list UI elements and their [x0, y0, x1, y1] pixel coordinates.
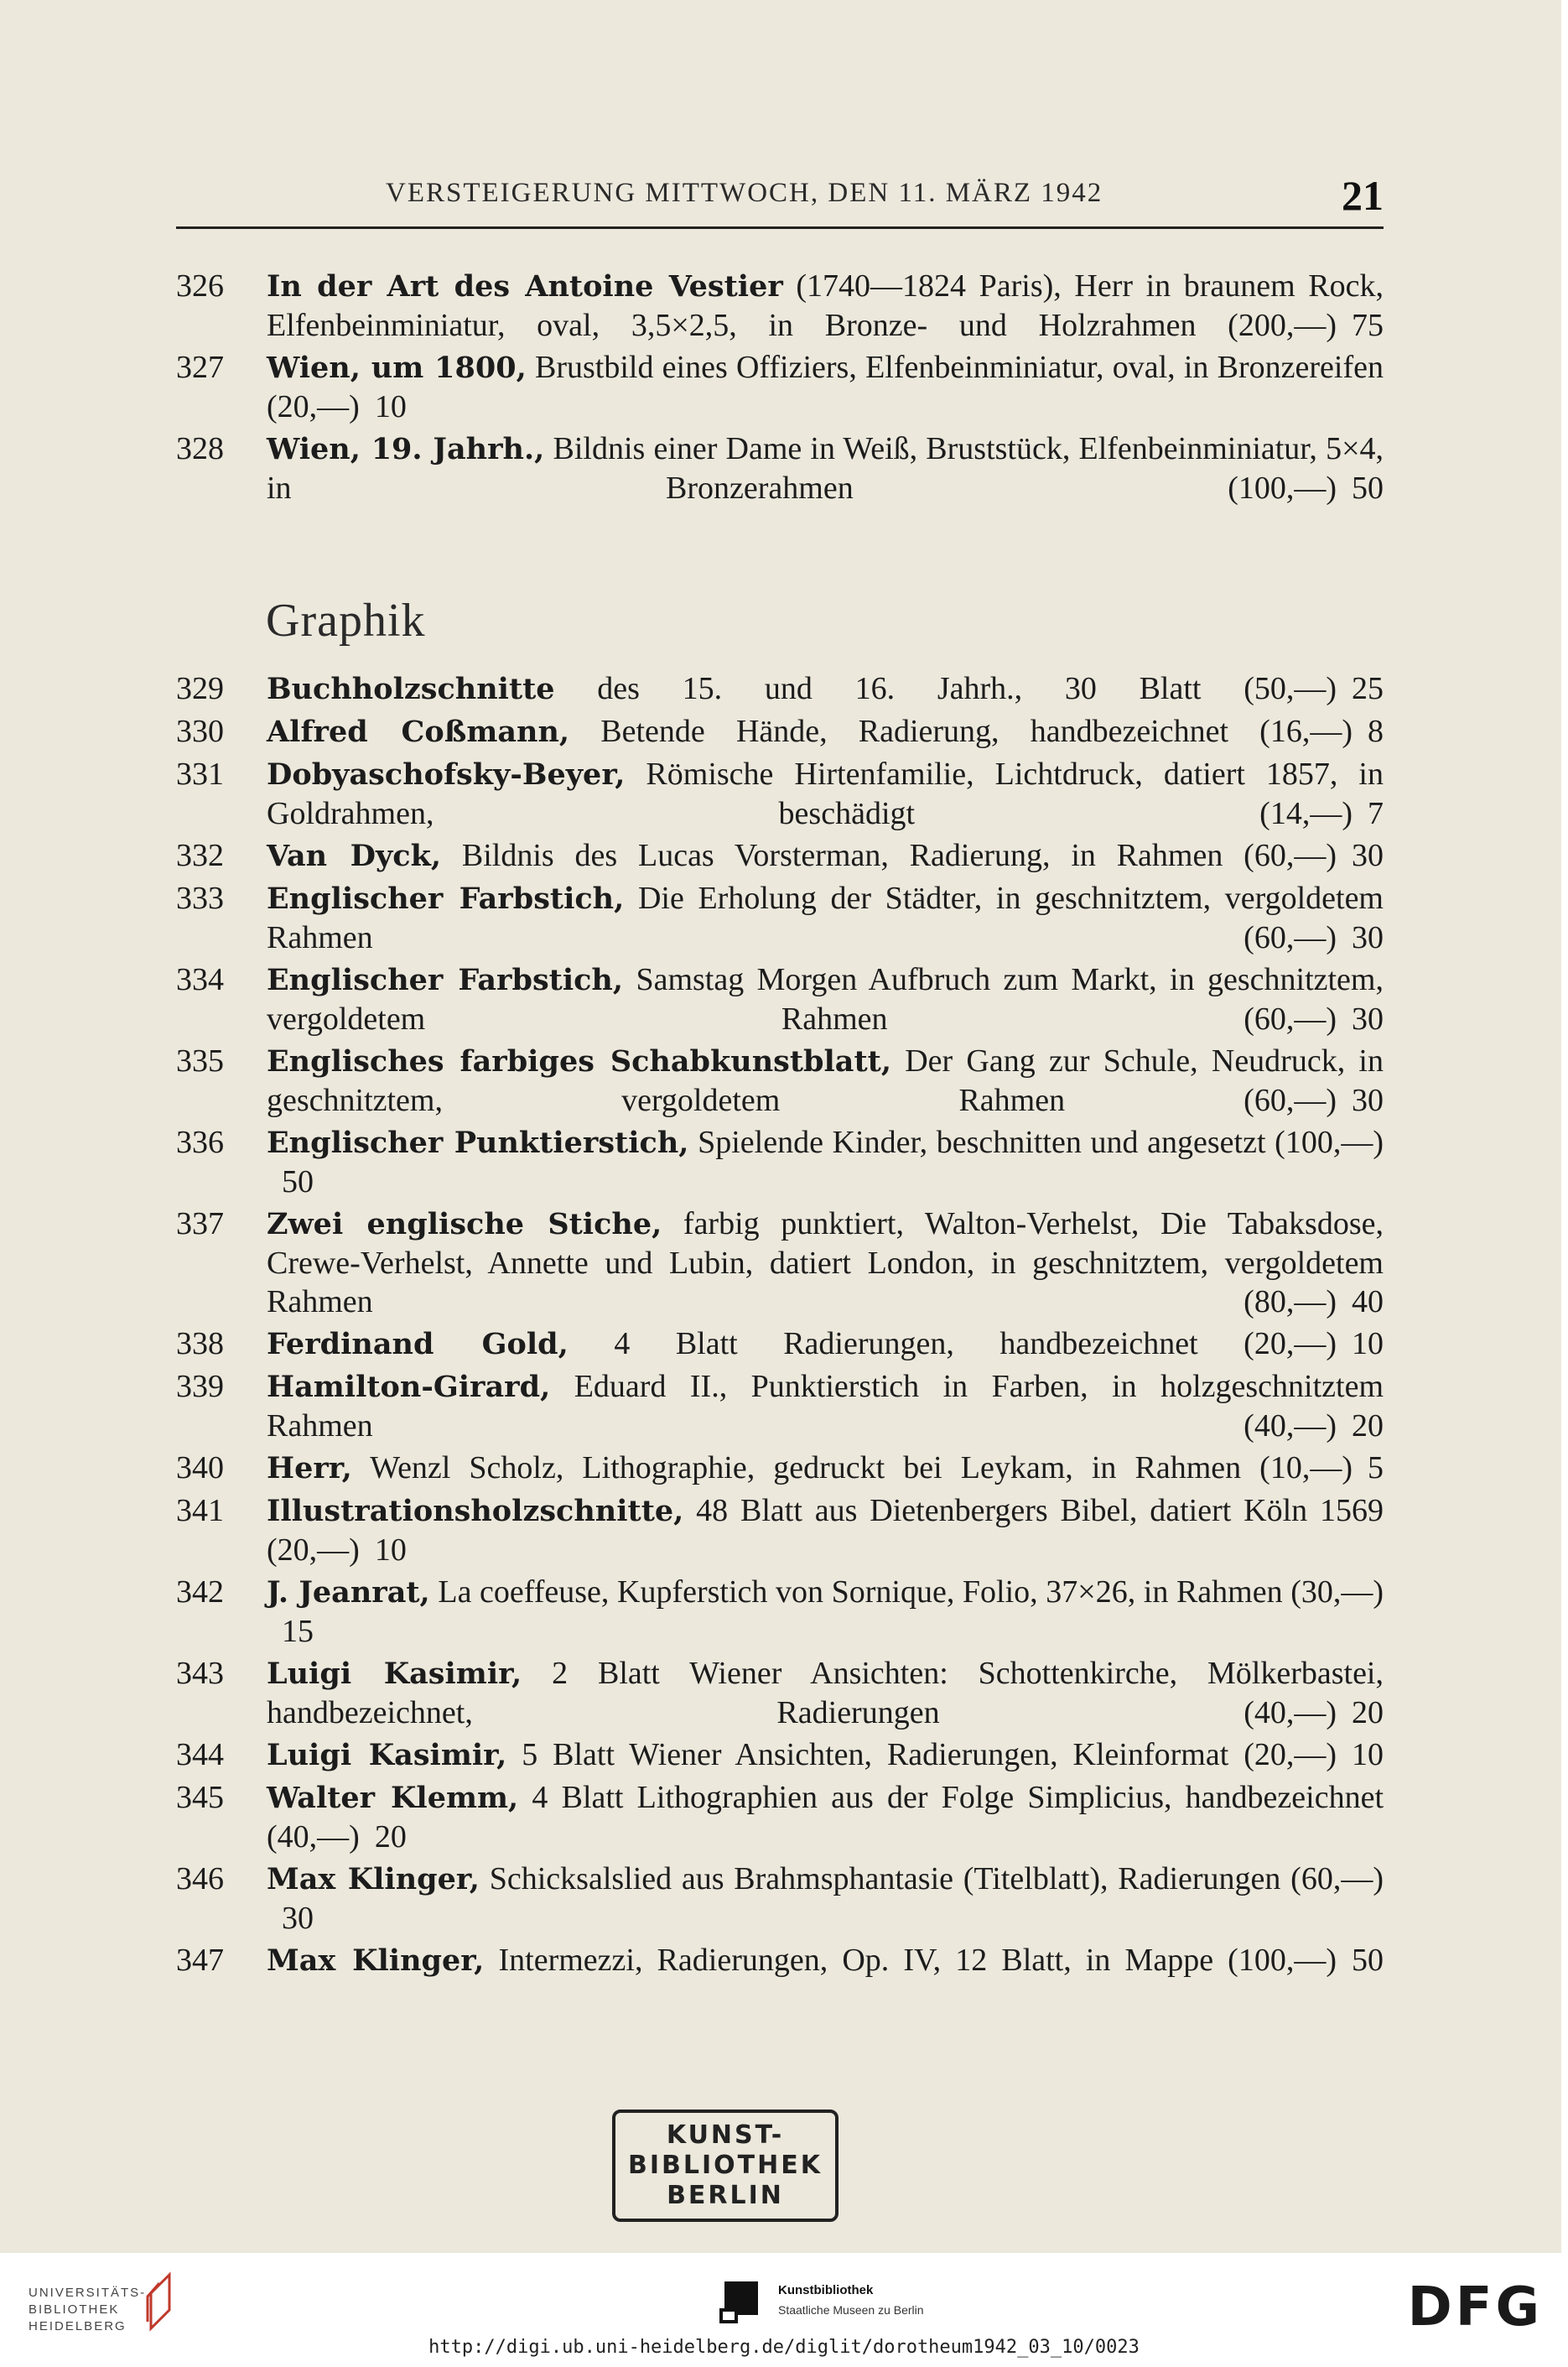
lot-entry	[176, 836, 1384, 876]
lot-number: 340	[176, 1450, 224, 1485]
lot-price: 10	[1352, 1737, 1384, 1772]
lot-price: 30	[1352, 838, 1384, 873]
lot-price: 30	[282, 1901, 314, 1936]
lot-entry	[176, 1042, 1384, 1120]
lot-price: 50	[1352, 1943, 1384, 1978]
lot-description	[267, 669, 1384, 709]
lot-number: 334	[176, 962, 224, 997]
lot-price: 20	[374, 1819, 407, 1855]
kb-subtitle: Staatliche Museen zu Berlin	[778, 2303, 924, 2317]
kunstbibliothek-mark-icon	[719, 2280, 761, 2325]
lot-text: Bildnis einer Dame in Weiß, Bruststück, Elfenbeinminiatur, 5×4, in Bronzerahmen (100,—)	[267, 431, 1384, 506]
lot-title: In der Art des Antoine Vestier	[267, 269, 783, 304]
lot-text: Bildnis des Lucas Vorsterman, Radierung, in Rahmen (60,—)	[441, 838, 1337, 873]
lot-title: Ferdinand Gold,	[267, 1327, 569, 1361]
lot-price: 25	[1352, 671, 1384, 706]
lot-text: Schicksalslied aus Brahmsphantasie (Titelblatt), Radierungen (60,—)	[480, 1861, 1384, 1896]
lot-title: Illustrationsholzschnitte,	[267, 1494, 684, 1528]
section-heading: Graphik	[266, 595, 426, 647]
lot-number: 326	[176, 268, 224, 304]
lot-price: 10	[1351, 1326, 1384, 1361]
lot-entry	[176, 1491, 1384, 1569]
lot-text: Intermezzi, Radierungen, Op. IV, 12 Blatt, in Mappe (100,—)	[484, 1943, 1337, 1978]
lot-title: Max Klinger,	[267, 1862, 480, 1896]
lot-number: 341	[176, 1493, 224, 1528]
lot-text: Betende Hände, Radierung, handbezeichnet (16,—)	[569, 714, 1353, 749]
lot-price: 7	[1368, 796, 1384, 831]
lot-text: farbig punktiert, Walton-Verhelst, Die Tabaksdose, Crewe-Verhelst, Annette und Lubin, datiert London, in geschnitztem, vergoldetem Rahmen (80,—)	[267, 1206, 1384, 1319]
source-url[interactable]: http://digi.ub.uni-heidelberg.de/diglit/dorotheum1942_03_10/0023	[428, 2337, 1140, 2358]
lot-title: Englisches farbiges Schabkunstblatt,	[267, 1044, 892, 1079]
kunstbibliothek-logo[interactable]	[719, 2273, 1072, 2332]
lot-number: 345	[176, 1780, 224, 1815]
lot-title: Buchholzschnitte	[267, 672, 555, 706]
lot-price: 8	[1368, 714, 1384, 749]
logo-text-line: BIBLIOTHEK	[29, 2302, 120, 2317]
lot-price: 20	[1352, 1408, 1384, 1444]
lot-title: Englischer Punktierstich,	[267, 1126, 689, 1160]
lot-price: 50	[1352, 471, 1384, 506]
running-title: VERSTEIGERUNG MITTWOCH, DEN 11. MÄRZ 1942	[386, 178, 1103, 208]
lot-title: Max Klinger,	[267, 1943, 485, 1978]
lot-text: Spielende Kinder, beschnitten und angesetzt (100,—)	[688, 1125, 1384, 1160]
lot-description	[267, 960, 1384, 1038]
lot-list-miniatures	[176, 267, 1384, 511]
lot-text: des 15. und 16. Jahrh., 30 Blatt (50,—)	[554, 671, 1337, 706]
lot-number: 338	[176, 1326, 224, 1361]
lot-text: 5 Blatt Wiener Ansichten, Radierungen, Kleinformat (20,—)	[506, 1737, 1337, 1772]
lot-number: 328	[176, 431, 224, 466]
lot-description	[267, 879, 1384, 957]
stamp-line: KUNST-	[666, 2120, 785, 2150]
lot-description	[267, 1123, 1384, 1201]
digitization-footer	[0, 2253, 1568, 2367]
lot-description	[267, 755, 1384, 833]
lot-title: Wien, 19. Jahrh.,	[267, 432, 545, 466]
lot-list-graphik	[176, 669, 1384, 1984]
lot-description	[267, 1449, 1384, 1488]
lot-title: Herr,	[267, 1451, 352, 1485]
lot-description	[267, 1573, 1384, 1651]
lot-description	[267, 1941, 1384, 1980]
lot-price: 50	[282, 1164, 314, 1199]
lot-entry	[176, 1573, 1384, 1651]
page-header	[176, 172, 1384, 231]
lot-title: Luigi Kasimir,	[267, 1657, 522, 1691]
lot-text: La coeffeuse, Kupferstich von Sornique, Folio, 37×26, in Rahmen (30,—)	[429, 1574, 1384, 1610]
lot-title: Walter Klemm,	[267, 1781, 519, 1815]
lot-text: 4 Blatt Lithographien aus der Folge Simplicius, handbezeichnet (40,—)	[267, 1780, 1384, 1855]
lot-number: 347	[176, 1943, 224, 1978]
lot-price: 10	[374, 1532, 407, 1568]
lot-entry	[176, 1735, 1384, 1775]
lot-text: (1740—1824 Paris), Herr in braunem Rock, Elfenbeinminiatur, oval, 3,5×2,5, in Bronze- und Holzrahmen (200,—)	[267, 268, 1384, 343]
stamp-line: BERLIN	[667, 2181, 784, 2210]
lot-number: 329	[176, 671, 224, 706]
lot-text: Wenzl Scholz, Lithographie, gedruckt bei Leykam, in Rahmen (10,—)	[351, 1450, 1353, 1485]
lot-number: 330	[176, 714, 224, 749]
logo-text-line: HEIDELBERG	[29, 2319, 127, 2333]
lot-title: Hamilton-Girard,	[267, 1370, 551, 1404]
heidelberg-library-logo[interactable]	[29, 2285, 146, 2335]
lot-text: Eduard II., Punktierstich in Farben, in holzgeschnitztem Rahmen (40,—)	[267, 1369, 1384, 1444]
lot-price: 30	[1352, 1001, 1384, 1037]
lot-description	[267, 1654, 1384, 1732]
lot-title: Wien, um 1800,	[267, 351, 527, 385]
lot-price: 20	[1352, 1695, 1384, 1730]
lot-entry	[176, 1778, 1384, 1856]
lot-title: Englischer Farbstich,	[267, 963, 624, 997]
dfg-logo[interactable]: DFG	[1407, 2276, 1543, 2338]
lot-number: 342	[176, 1574, 224, 1610]
lot-price: 30	[1352, 920, 1384, 955]
page-number: 21	[1342, 172, 1384, 219]
lot-entry	[176, 1204, 1384, 1321]
lot-entry	[176, 960, 1384, 1038]
lot-text: 2 Blatt Wiener Ansichten: Schottenkirche, Mölkerbastei, handbezeichnet, Radierungen (40,—)	[267, 1656, 1384, 1730]
lot-price: 30	[1352, 1083, 1384, 1118]
lot-description	[267, 1735, 1384, 1775]
lot-entry	[176, 1449, 1384, 1488]
lot-price: 40	[1352, 1284, 1384, 1319]
lot-number: 344	[176, 1737, 224, 1772]
lot-description	[267, 712, 1384, 752]
lot-number: 331	[176, 757, 224, 792]
lot-number: 332	[176, 838, 224, 873]
lot-text: 4 Blatt Radierungen, handbezeichnet (20,—)	[568, 1326, 1337, 1361]
heidelberg-mark-icon	[144, 2271, 178, 2332]
lot-number: 333	[176, 881, 224, 916]
lot-title: Englischer Farbstich,	[267, 882, 625, 916]
lot-title: J. Jeanrat,	[267, 1575, 430, 1610]
lot-title: Dobyaschofsky-Beyer,	[267, 757, 626, 792]
lot-entry	[176, 1324, 1384, 1364]
lot-entry	[176, 429, 1384, 507]
lot-title: Luigi Kasimir,	[267, 1738, 507, 1772]
lot-number: 335	[176, 1043, 224, 1079]
kb-name: Kunstbibliothek	[778, 2283, 874, 2297]
lot-title: Alfred Coßmann,	[267, 715, 570, 749]
lot-title: Zwei englische Stiche,	[267, 1207, 662, 1241]
lot-price: 10	[374, 389, 407, 424]
lot-number: 343	[176, 1656, 224, 1691]
lot-title: Van Dyck,	[267, 839, 442, 873]
library-stamp	[612, 2109, 839, 2222]
lot-price: 15	[282, 1614, 314, 1649]
lot-description	[267, 1491, 1384, 1569]
header-rule	[176, 226, 1384, 229]
lot-entry	[176, 1860, 1384, 1938]
lot-number: 327	[176, 350, 224, 385]
lot-number: 336	[176, 1125, 224, 1160]
lot-entry	[176, 879, 1384, 957]
lot-description	[267, 429, 1384, 507]
lot-text: Römische Hirtenfamilie, Lichtdruck, datiert 1857, in Goldrahmen, beschädigt (14,—)	[267, 757, 1384, 831]
lot-text: Die Erholung der Städter, in geschnitztem, vergoldetem Rahmen (60,—)	[267, 881, 1384, 955]
lot-entry	[176, 348, 1384, 426]
logo-text-line: UNIVERSITÄTS-	[29, 2286, 147, 2300]
lot-text: Brustbild eines Offiziers, Elfenbeinminiatur, oval, in Bronzereifen (20,—)	[267, 350, 1384, 424]
lot-entry	[176, 1367, 1384, 1445]
lot-description	[267, 348, 1384, 426]
lot-description	[267, 1324, 1384, 1364]
lot-price: 5	[1368, 1450, 1384, 1485]
lot-entry	[176, 1654, 1384, 1732]
lot-number: 337	[176, 1206, 224, 1241]
lot-price: 75	[1352, 308, 1384, 343]
lot-number: 346	[176, 1861, 224, 1896]
lot-entry	[176, 1941, 1384, 1980]
lot-description	[267, 1204, 1384, 1321]
stamp-line: BIBLIOTHEK	[628, 2151, 823, 2180]
lot-description	[267, 1367, 1384, 1445]
lot-text: Der Gang zur Schule, Neudruck, in geschnitztem, vergoldetem Rahmen (60,—)	[267, 1043, 1384, 1118]
lot-entry	[176, 755, 1384, 833]
lot-description	[267, 1860, 1384, 1938]
lot-description	[267, 1042, 1384, 1120]
lot-number: 339	[176, 1369, 224, 1404]
lot-entry	[176, 669, 1384, 709]
lot-entry	[176, 1123, 1384, 1201]
lot-entry	[176, 712, 1384, 752]
lot-text: 48 Blatt aus Dietenbergers Bibel, datiert Köln 1569 (20,—)	[267, 1493, 1384, 1568]
lot-text: Samstag Morgen Aufbruch zum Markt, in geschnitztem, vergoldetem Rahmen (60,—)	[267, 962, 1384, 1037]
lot-description	[267, 836, 1384, 876]
lot-description	[267, 1778, 1384, 1856]
lot-description	[267, 267, 1384, 345]
lot-entry	[176, 267, 1384, 345]
